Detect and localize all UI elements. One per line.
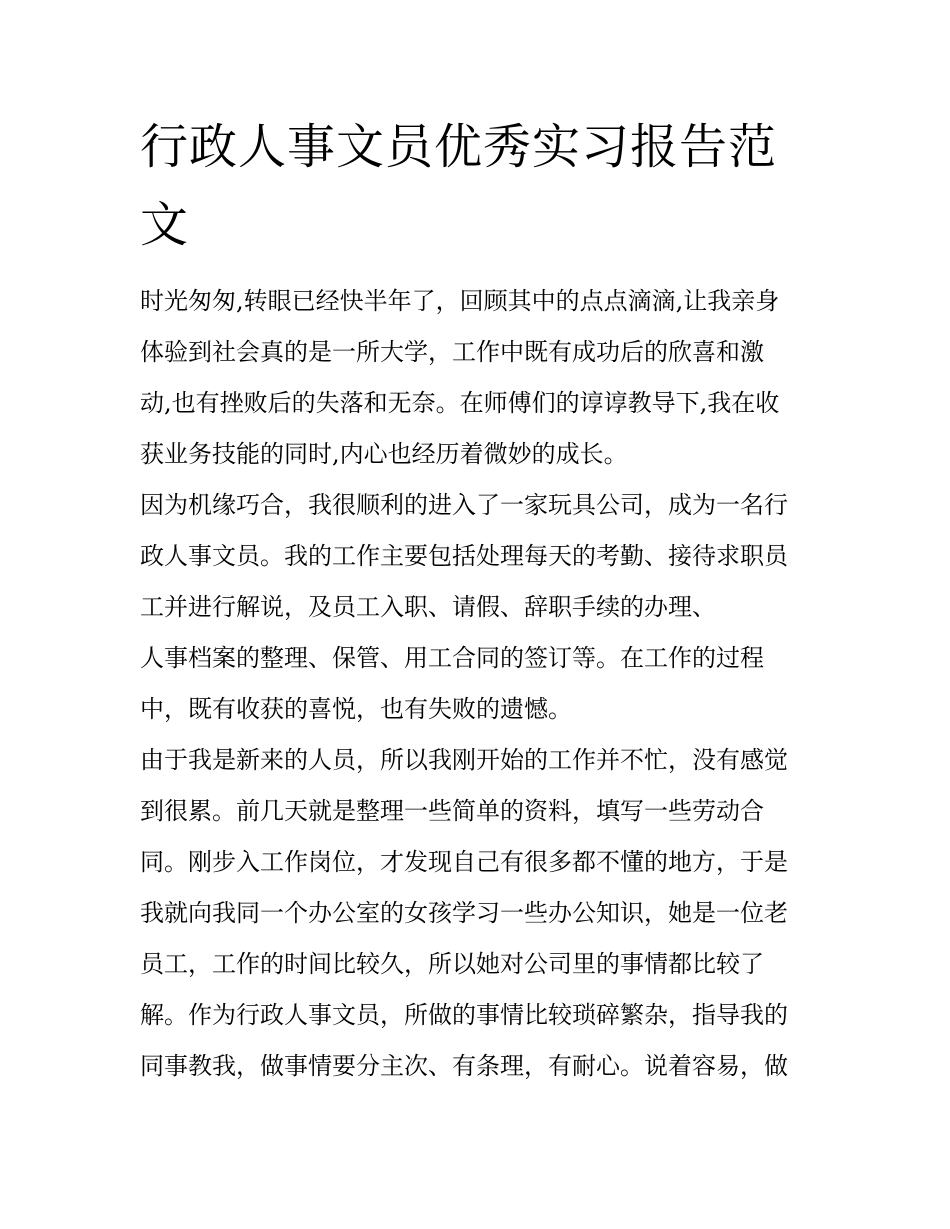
text-line: 我就向我同一个办公室的女孩学习一些办公知识，她是一位老 xyxy=(140,899,788,927)
text-line: 时光匆匆,转眼已经快半年了，回顾其中的点点滴滴,让我亲身 xyxy=(140,287,780,315)
text-line: 因为机缘巧合，我很顺利的进入了一家玩具公司，成为一名行 xyxy=(140,491,788,519)
text-line: 中，既有收获的喜悦，也有失败的遗憾。 xyxy=(140,695,572,723)
text-line: 政人事文员。我的工作主要包括处理每天的考勤、接待求职员 xyxy=(140,542,788,570)
text-line: 体验到社会真的是一所大学，工作中既有成功后的欣喜和激 xyxy=(140,338,764,366)
text-line: 同。刚步入工作岗位，才发现自己有很多都不懂的地方，于是 xyxy=(140,848,788,876)
text-line: 同事教我，做事情要分主次、有条理，有耐心。说着容易，做 xyxy=(140,1052,788,1080)
text-line: 人事档案的整理、保管、用工合同的签订等。在工作的过程 xyxy=(140,644,764,672)
document-body xyxy=(140,276,820,1092)
text-line: 到很累。前几天就是整理一些简单的资料，填写一些劳动合 xyxy=(140,797,764,825)
document-title: 行政人事文员优秀实习报告范文 xyxy=(140,119,778,253)
text-line: 解。作为行政人事文员，所做的事情比较琐碎繁杂，指导我的 xyxy=(140,1001,788,1029)
text-line: 员工，工作的时间比较久，所以她对公司里的事情都比较了 xyxy=(140,950,764,978)
text-line: 工并进行解说，及员工入职、请假、辞职手续的办理、 xyxy=(140,593,716,621)
text-line: 由于我是新来的人员，所以我刚开始的工作并不忙，没有感觉 xyxy=(140,746,788,774)
text-line: 动,也有挫败后的失落和无奈。在师傅们的谆谆教导下,我在收 xyxy=(140,389,780,417)
text-line: 获业务技能的同时,内心也经历着微妙的成长。 xyxy=(140,440,628,468)
